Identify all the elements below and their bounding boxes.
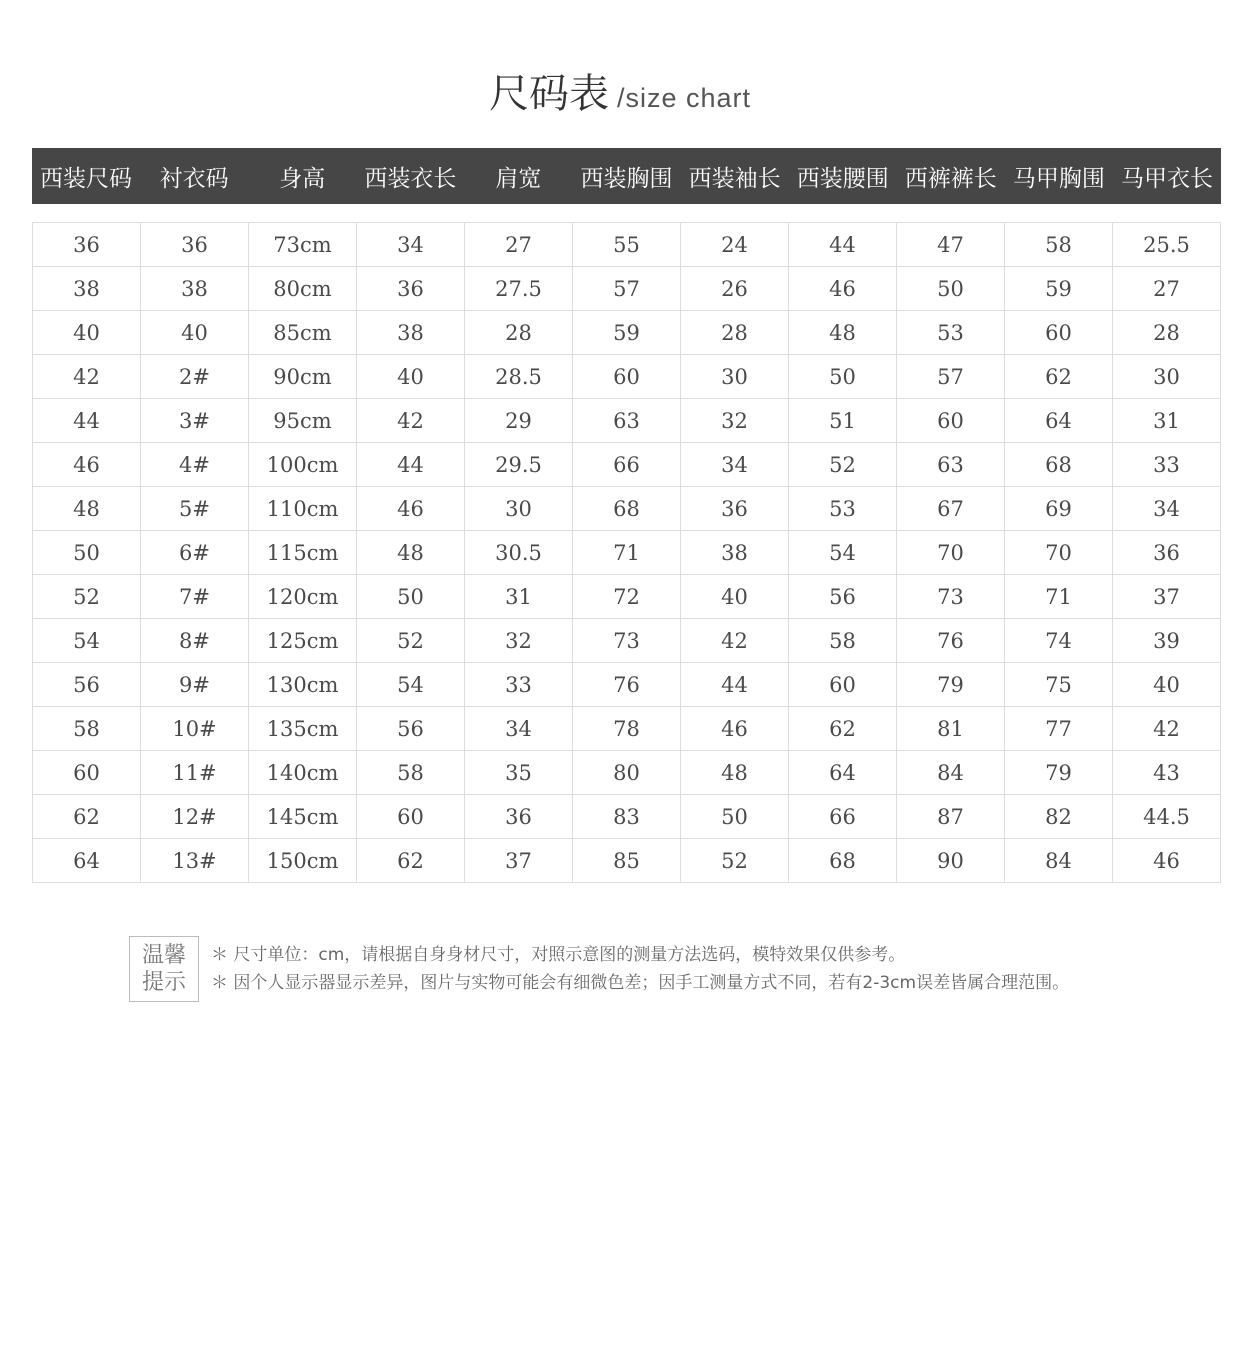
table-cell: 44 — [789, 223, 897, 267]
table-cell: 9# — [141, 663, 249, 707]
table-cell: 4# — [141, 443, 249, 487]
table-cell: 84 — [1005, 839, 1113, 883]
table-cell: 46 — [1113, 839, 1221, 883]
table-cell: 32 — [681, 399, 789, 443]
table-cell: 30 — [465, 487, 573, 531]
table-row — [33, 531, 1221, 575]
header-cell: 西装腰围 — [796, 165, 889, 192]
table-cell: 62 — [357, 839, 465, 883]
table-header — [32, 148, 1221, 204]
table-cell: 50 — [357, 575, 465, 619]
table-cell: 10# — [141, 707, 249, 751]
table-cell: 40 — [357, 355, 465, 399]
tip-badge-line-2: 提示 — [141, 970, 186, 995]
table-cell: 42 — [681, 619, 789, 663]
table-row — [33, 839, 1221, 883]
table-cell: 73 — [897, 575, 1005, 619]
table-cell: 70 — [897, 531, 1005, 575]
table-cell: 57 — [573, 267, 681, 311]
table-cell: 110cm — [249, 487, 357, 531]
table-cell: 52 — [789, 443, 897, 487]
table-cell: 31 — [465, 575, 573, 619]
table-cell: 115cm — [249, 531, 357, 575]
table-cell: 48 — [357, 531, 465, 575]
table-cell: 71 — [573, 531, 681, 575]
table-cell: 145cm — [249, 795, 357, 839]
table-cell: 31 — [1113, 399, 1221, 443]
table-cell: 36 — [141, 223, 249, 267]
table-cell: 48 — [681, 751, 789, 795]
table-cell: 50 — [789, 355, 897, 399]
table-cell: 76 — [897, 619, 1005, 663]
table-cell: 53 — [897, 311, 1005, 355]
table-cell: 36 — [1113, 531, 1221, 575]
table-cell: 60 — [573, 355, 681, 399]
size-table — [32, 222, 1221, 883]
table-cell: 87 — [897, 795, 1005, 839]
table-cell: 46 — [357, 487, 465, 531]
header-cell: 身高 — [279, 165, 326, 192]
table-cell: 62 — [789, 707, 897, 751]
table-row — [33, 619, 1221, 663]
table-cell: 83 — [573, 795, 681, 839]
table-row — [33, 751, 1221, 795]
table-cell: 46 — [681, 707, 789, 751]
table-cell: 38 — [357, 311, 465, 355]
table-cell: 30.5 — [465, 531, 573, 575]
table-cell: 85 — [573, 839, 681, 883]
table-cell: 54 — [789, 531, 897, 575]
table-cell: 34 — [465, 707, 573, 751]
table-cell: 24 — [681, 223, 789, 267]
table-cell: 50 — [33, 531, 141, 575]
table-cell: 78 — [573, 707, 681, 751]
table-cell: 25.5 — [1113, 223, 1221, 267]
table-cell: 36 — [465, 795, 573, 839]
table-cell: 79 — [897, 663, 1005, 707]
table-cell: 60 — [897, 399, 1005, 443]
header-cell: 西装胸围 — [580, 165, 673, 192]
table-cell: 100cm — [249, 443, 357, 487]
table-cell: 52 — [33, 575, 141, 619]
table-cell: 40 — [681, 575, 789, 619]
page-title — [0, 62, 1240, 119]
table-cell: 44.5 — [1113, 795, 1221, 839]
table-cell: 62 — [1005, 355, 1113, 399]
table-cell: 37 — [1113, 575, 1221, 619]
table-cell: 27 — [465, 223, 573, 267]
table-cell: 71 — [1005, 575, 1113, 619]
table-cell: 40 — [1113, 663, 1221, 707]
table-cell: 95cm — [249, 399, 357, 443]
table-cell: 37 — [465, 839, 573, 883]
table-row — [33, 443, 1221, 487]
table-cell: 13# — [141, 839, 249, 883]
table-cell: 42 — [357, 399, 465, 443]
table-cell: 46 — [789, 267, 897, 311]
table-cell: 38 — [681, 531, 789, 575]
table-cell: 84 — [897, 751, 1005, 795]
table-cell: 90 — [897, 839, 1005, 883]
table-cell: 50 — [897, 267, 1005, 311]
table-cell: 69 — [1005, 487, 1113, 531]
table-cell: 47 — [897, 223, 1005, 267]
table-cell: 33 — [465, 663, 573, 707]
table-cell: 59 — [573, 311, 681, 355]
title-main: 尺码表 — [488, 71, 609, 117]
table-cell: 6# — [141, 531, 249, 575]
table-cell: 52 — [357, 619, 465, 663]
table-cell: 125cm — [249, 619, 357, 663]
table-cell: 28 — [1113, 311, 1221, 355]
table-cell: 34 — [1113, 487, 1221, 531]
table-cell: 52 — [681, 839, 789, 883]
table-cell: 64 — [33, 839, 141, 883]
tip-badge-line-1: 温馨 — [141, 943, 186, 968]
table-cell: 62 — [33, 795, 141, 839]
table-cell: 55 — [573, 223, 681, 267]
table-cell: 72 — [573, 575, 681, 619]
table-cell: 35 — [465, 751, 573, 795]
table-cell: 50 — [681, 795, 789, 839]
table-cell: 85cm — [249, 311, 357, 355]
table-cell: 54 — [357, 663, 465, 707]
table-cell: 11# — [141, 751, 249, 795]
table-cell: 57 — [897, 355, 1005, 399]
header-cell: 马甲胸围 — [1012, 165, 1105, 192]
table-cell: 58 — [357, 751, 465, 795]
table-cell: 44 — [681, 663, 789, 707]
table-row — [33, 267, 1221, 311]
table-cell: 56 — [357, 707, 465, 751]
table-cell: 80 — [573, 751, 681, 795]
table-cell: 58 — [789, 619, 897, 663]
table-cell: 33 — [1113, 443, 1221, 487]
table-cell: 36 — [681, 487, 789, 531]
table-row — [33, 355, 1221, 399]
table-cell: 30 — [1113, 355, 1221, 399]
table-cell: 38 — [33, 267, 141, 311]
table-cell: 42 — [1113, 707, 1221, 751]
table-cell: 60 — [1005, 311, 1113, 355]
table-cell: 82 — [1005, 795, 1113, 839]
header-cell: 西装袖长 — [688, 165, 781, 192]
table-cell: 27.5 — [465, 267, 573, 311]
table-cell: 56 — [33, 663, 141, 707]
title-sub: /size chart — [616, 83, 752, 113]
table-cell: 26 — [681, 267, 789, 311]
table-cell: 140cm — [249, 751, 357, 795]
table-cell: 59 — [1005, 267, 1113, 311]
table-cell: 34 — [357, 223, 465, 267]
table-cell: 68 — [789, 839, 897, 883]
table-cell: 29.5 — [465, 443, 573, 487]
header-cell: 西裤裤长 — [904, 165, 997, 192]
header-cell: 西装衣长 — [364, 165, 457, 192]
table-cell: 2# — [141, 355, 249, 399]
header-cell: 肩宽 — [495, 165, 542, 192]
table-row — [33, 707, 1221, 751]
note-lines — [211, 941, 1069, 997]
table-cell: 48 — [33, 487, 141, 531]
table-cell: 28 — [465, 311, 573, 355]
table-cell: 5# — [141, 487, 249, 531]
table-cell: 58 — [33, 707, 141, 751]
table-cell: 8# — [141, 619, 249, 663]
table-cell: 36 — [357, 267, 465, 311]
table-row — [33, 663, 1221, 707]
table-cell: 74 — [1005, 619, 1113, 663]
table-row — [33, 795, 1221, 839]
table-cell: 29 — [465, 399, 573, 443]
note-line: ＊ 尺寸单位：cm，请根据自身身材尺寸，对照示意图的测量方法选码，模特效果仅供参考。 — [211, 945, 906, 965]
table-cell: 51 — [789, 399, 897, 443]
table-cell: 44 — [357, 443, 465, 487]
table-row — [33, 575, 1221, 619]
table-cell: 32 — [465, 619, 573, 663]
table-row — [33, 223, 1221, 267]
header-cell: 衬衣码 — [159, 165, 229, 192]
table-cell: 80cm — [249, 267, 357, 311]
table-cell: 28 — [681, 311, 789, 355]
table-cell: 120cm — [249, 575, 357, 619]
table-cell: 56 — [789, 575, 897, 619]
table-cell: 60 — [33, 751, 141, 795]
table-cell: 66 — [789, 795, 897, 839]
note-line: ＊ 因个人显示器显示差异，图片与实物可能会有细微色差；因手工测量方式不同，若有2-3cm误差皆属合理范围。 — [211, 973, 1070, 993]
tip-badge — [129, 936, 199, 1002]
table-row — [33, 399, 1221, 443]
table-cell: 27 — [1113, 267, 1221, 311]
table-cell: 39 — [1113, 619, 1221, 663]
table-cell: 79 — [1005, 751, 1113, 795]
table-cell: 75 — [1005, 663, 1113, 707]
table-cell: 73cm — [249, 223, 357, 267]
table-cell: 68 — [1005, 443, 1113, 487]
table-cell: 64 — [789, 751, 897, 795]
notes-section — [129, 936, 1069, 1002]
table-cell: 67 — [897, 487, 1005, 531]
table-cell: 130cm — [249, 663, 357, 707]
table-cell: 135cm — [249, 707, 357, 751]
table-cell: 60 — [789, 663, 897, 707]
table-cell: 3# — [141, 399, 249, 443]
table-cell: 48 — [789, 311, 897, 355]
table-cell: 42 — [33, 355, 141, 399]
table-cell: 46 — [33, 443, 141, 487]
table-cell: 81 — [897, 707, 1005, 751]
header-cell: 西装尺码 — [40, 165, 133, 192]
table-row — [33, 311, 1221, 355]
table-cell: 38 — [141, 267, 249, 311]
table-cell: 36 — [33, 223, 141, 267]
table-cell: 28.5 — [465, 355, 573, 399]
table-cell: 30 — [681, 355, 789, 399]
table-cell: 43 — [1113, 751, 1221, 795]
table-cell: 58 — [1005, 223, 1113, 267]
table-cell: 90cm — [249, 355, 357, 399]
table-cell: 77 — [1005, 707, 1113, 751]
table-cell: 40 — [33, 311, 141, 355]
table-body — [33, 223, 1221, 883]
table-cell: 64 — [1005, 399, 1113, 443]
table-cell: 44 — [33, 399, 141, 443]
table-cell: 63 — [573, 399, 681, 443]
table-cell: 34 — [681, 443, 789, 487]
table-cell: 150cm — [249, 839, 357, 883]
table-cell: 54 — [33, 619, 141, 663]
table-cell: 7# — [141, 575, 249, 619]
table-cell: 76 — [573, 663, 681, 707]
header-cell: 马甲衣长 — [1120, 165, 1213, 192]
table-cell: 63 — [897, 443, 1005, 487]
table-cell: 66 — [573, 443, 681, 487]
table-cell: 73 — [573, 619, 681, 663]
table-cell: 53 — [789, 487, 897, 531]
table-cell: 68 — [573, 487, 681, 531]
table-cell: 12# — [141, 795, 249, 839]
table-row — [33, 487, 1221, 531]
table-cell: 60 — [357, 795, 465, 839]
table-cell: 70 — [1005, 531, 1113, 575]
table-cell: 40 — [141, 311, 249, 355]
